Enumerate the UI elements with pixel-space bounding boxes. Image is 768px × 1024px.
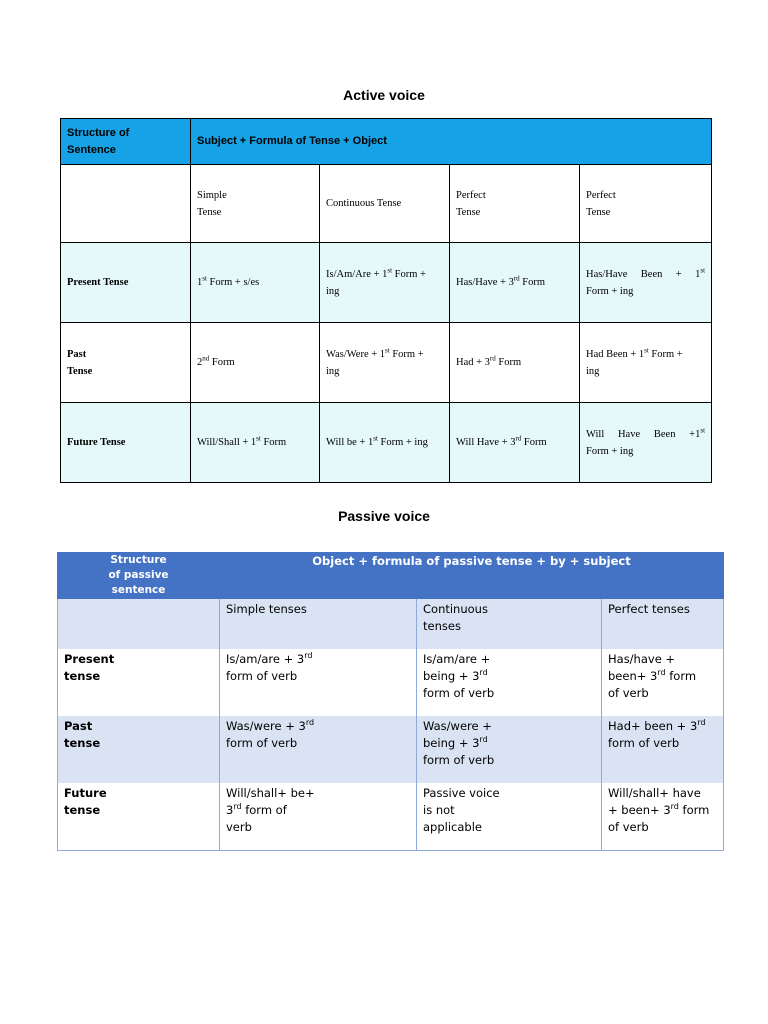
- active-voice-title: Active voice: [343, 87, 425, 103]
- passive-voice-title: Passive voice: [338, 508, 430, 524]
- table-cell: Will/shall+ be+ 3rd form of verb: [220, 783, 417, 851]
- table-row: [61, 403, 712, 483]
- table-cell: Will/Shall + 1st Form: [191, 403, 320, 483]
- active-header-row: [61, 119, 712, 165]
- table-cell: Is/Am/Are + 1st Form + ing: [320, 243, 450, 323]
- row-label: Past Tense: [61, 323, 191, 403]
- table-cell: Is/am/are + being + 3rd form of verb: [417, 649, 602, 716]
- table-row: [58, 716, 724, 783]
- passive-col-header: Perfect tenses: [602, 599, 724, 650]
- table-row: [61, 323, 712, 403]
- table-cell: Is/am/are + 3rd form of verb: [220, 649, 417, 716]
- table-cell: Has/Have Been + 1st Form + ing: [580, 243, 712, 323]
- table-row: [58, 783, 724, 851]
- table-cell: 1st Form + s/es: [191, 243, 320, 323]
- table-cell: Had+ been + 3rd form of verb: [602, 716, 724, 783]
- passive-structure-label: Structure of passive sentence: [58, 553, 220, 599]
- table-cell: Had + 3rd Form: [450, 323, 580, 403]
- table-cell: Was/were + being + 3rd form of verb: [417, 716, 602, 783]
- active-formula: Subject + Formula of Tense + Object: [191, 119, 712, 165]
- table-cell: Will Have Been +1st Form + ing: [580, 403, 712, 483]
- table-cell: Passive voice is not applicable: [417, 783, 602, 851]
- passive-formula: Object + formula of passive tense + by + subject: [220, 553, 724, 599]
- active-col-header: Simple Tense: [191, 165, 320, 243]
- passive-column-header-row: [58, 599, 724, 650]
- active-empty-cell: [61, 165, 191, 243]
- passive-empty-cell: [58, 599, 220, 650]
- row-label: Past tense: [58, 716, 220, 783]
- active-voice-table: [60, 118, 712, 483]
- table-cell: Has/Have + 3rd Form: [450, 243, 580, 323]
- active-column-header-row: [61, 165, 712, 243]
- row-label: Present Tense: [61, 243, 191, 323]
- active-col-header: Perfect Tense: [580, 165, 712, 243]
- passive-col-header: Continuous tenses: [417, 599, 602, 650]
- table-cell: Was/Were + 1st Form + ing: [320, 323, 450, 403]
- active-structure-label: Structure of Sentence: [61, 119, 191, 165]
- table-cell: 2nd Form: [191, 323, 320, 403]
- table-cell: Will be + 1st Form + ing: [320, 403, 450, 483]
- table-cell: Will Have + 3rd Form: [450, 403, 580, 483]
- passive-header-row: [58, 553, 724, 599]
- active-col-header: Continuous Tense: [320, 165, 450, 243]
- row-label: Present tense: [58, 649, 220, 716]
- table-cell: Was/were + 3rd form of verb: [220, 716, 417, 783]
- passive-col-header: Simple tenses: [220, 599, 417, 650]
- table-row: [58, 649, 724, 716]
- table-cell: Had Been + 1st Form + ing: [580, 323, 712, 403]
- table-row: [61, 243, 712, 323]
- table-cell: Has/have + been+ 3rd form of verb: [602, 649, 724, 716]
- passive-voice-table: [57, 552, 724, 851]
- table-cell: Will/shall+ have + been+ 3rd form of verb: [602, 783, 724, 851]
- row-label: Future tense: [58, 783, 220, 851]
- active-col-header: Perfect Tense: [450, 165, 580, 243]
- row-label: Future Tense: [61, 403, 191, 483]
